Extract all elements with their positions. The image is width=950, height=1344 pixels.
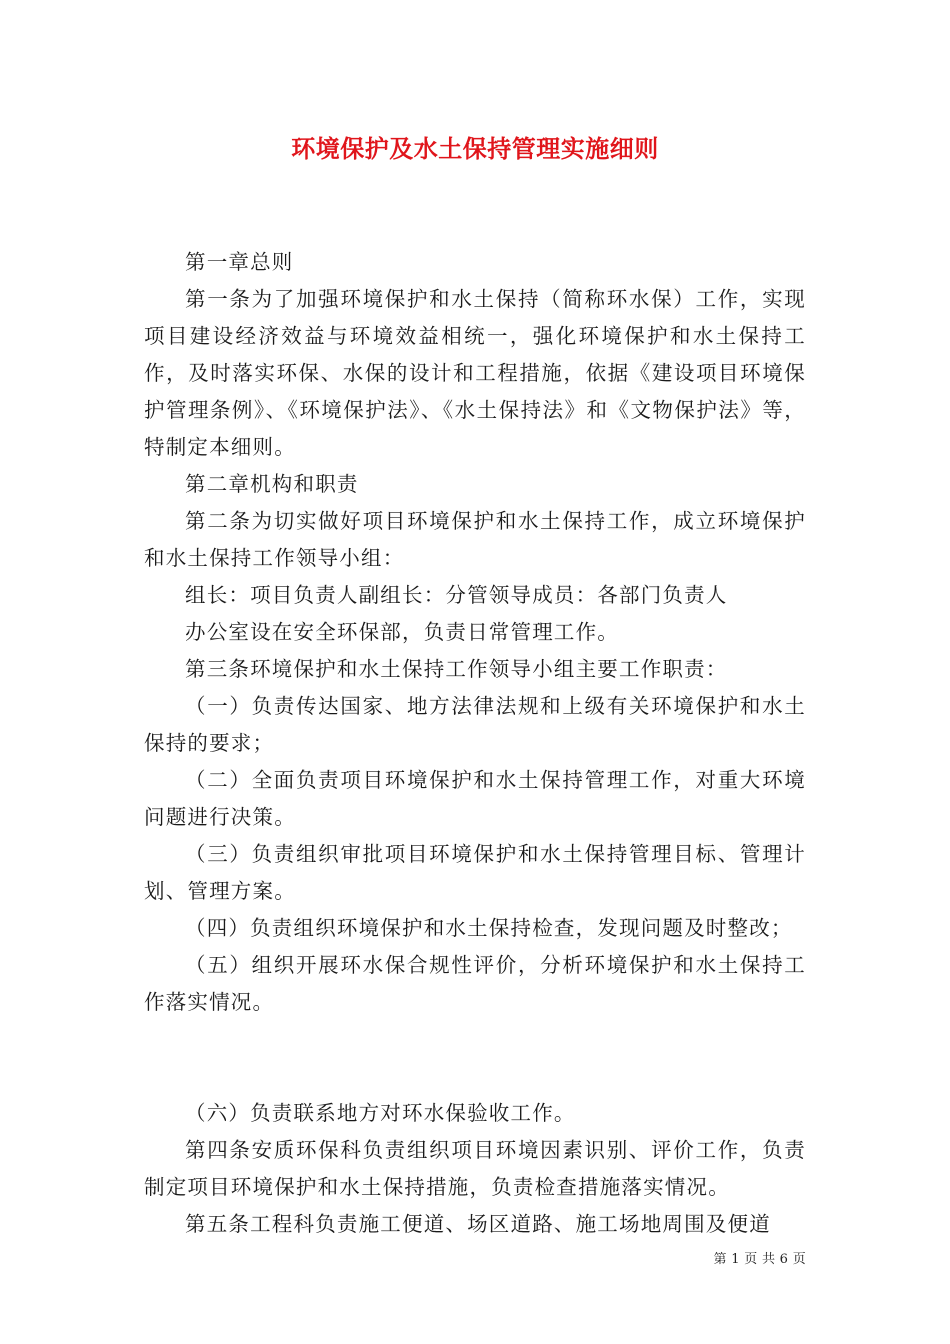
paragraph: 组长：项目负责人副组长：分管领导成员：各部门负责人 [185, 583, 728, 607]
chapter-heading: 第二章机构和职责 [185, 472, 359, 496]
paragraph: 第二条为切实做好项目环境保护和水土保持工作，成立环境保护和水土保持工作领导小组： [144, 509, 806, 570]
list-item: （五）组织开展环水保合规性评价，分析环境保护和水土保持工作落实情况。 [144, 953, 806, 1014]
paragraph: 第四条安质环保科负责组织项目环境因素识别、评价工作，负责制定项目环境保护和水土保持措施，负责检查措施落实情况。 [144, 1138, 806, 1199]
paragraph: 办公室设在安全环保部，负责日常管理工作。 [185, 620, 619, 644]
list-item: （六）负责联系地方对环水保验收工作。 [185, 1101, 576, 1125]
paragraph: 第一条为了加强环境保护和水土保持（简称环水保）工作，实现项目建设经济效益与环境效益相统一，强化环境保护和水土保持工作，及时落实环保、水保的设计和工程措施，依据《建设项目环境保护管理条例》、《环境保护法》、《水土保持法》和《文物保护法》等，特制定本细则。 [144, 287, 806, 459]
document-title: 环境保护及水土保持管理实施细则 [291, 134, 659, 163]
chapter-heading: 第一章总则 [185, 250, 294, 274]
page-number: 第 1 页 共 6 页 [713, 1252, 806, 1267]
paragraph: 第五条工程科负责施工便道、场区道路、施工场地周围及便道 [185, 1212, 771, 1236]
list-item: （二）全面负责项目环境保护和水土保持管理工作，对重大环境问题进行决策。 [144, 768, 806, 829]
list-item: （四）负责组织环境保护和水土保持检查，发现问题及时整改； [185, 916, 793, 940]
list-item: （一）负责传达国家、地方法律法规和上级有关环境保护和水土保持的要求； [144, 694, 806, 755]
document-body [144, 244, 806, 1243]
list-item: （三）负责组织审批项目环境保护和水土保持管理目标、管理计划、管理方案。 [144, 842, 806, 903]
paragraph: 第三条环境保护和水土保持工作领导小组主要工作职责： [185, 657, 728, 681]
